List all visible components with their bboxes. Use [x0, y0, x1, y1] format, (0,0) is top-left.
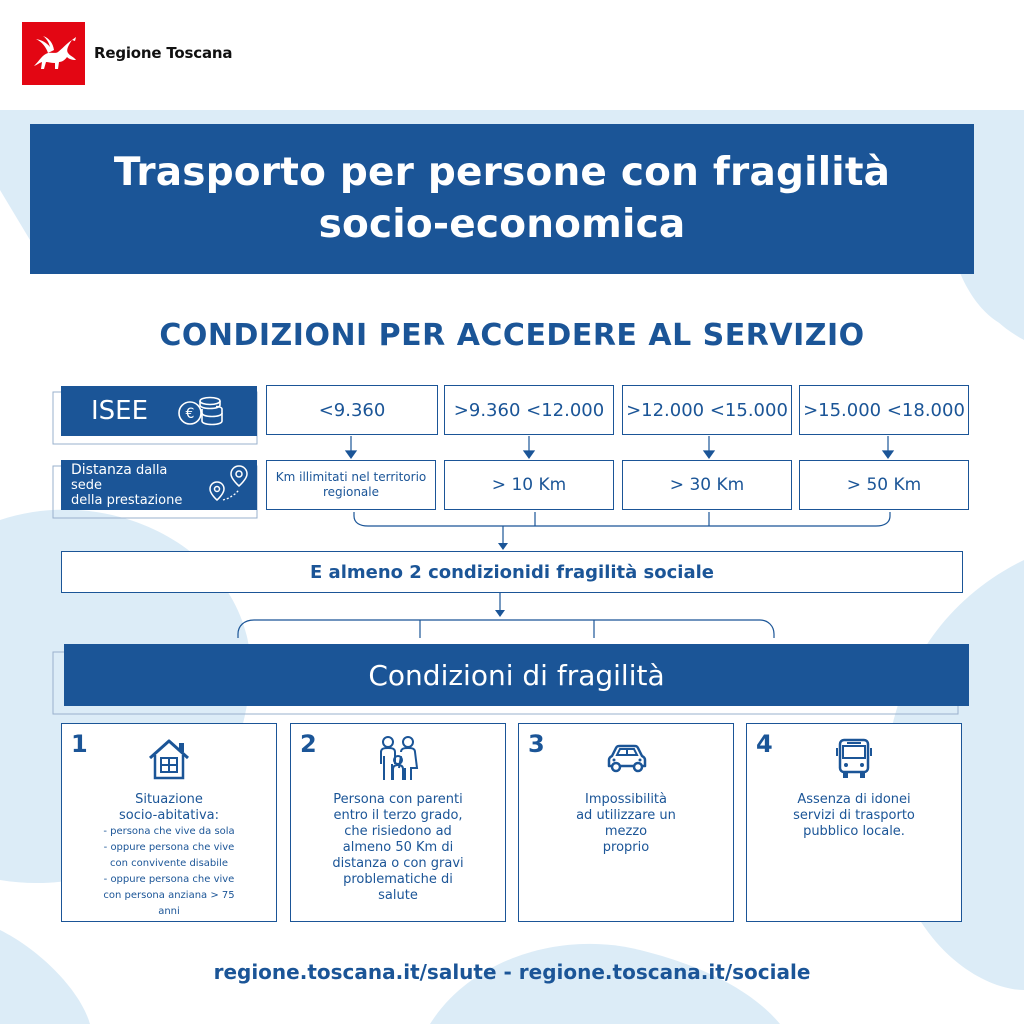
condition-title-line-2: socio-abitativa:	[118, 808, 219, 823]
condition-number: 1	[71, 730, 88, 758]
condition-sub-line: - persona che vive da sola	[103, 826, 235, 837]
isee-threshold-1: <9.360	[266, 385, 438, 435]
condition-line: mezzo	[604, 824, 648, 839]
condition-sub-line: con convivente disabile	[110, 858, 228, 869]
condition-sub-line: con persona anziana > 75	[103, 890, 235, 901]
condition-title-line-1: Situazione	[135, 792, 203, 807]
condition-text	[72, 792, 266, 920]
distance-limit-2: > 10 Km	[444, 460, 614, 510]
condition-line: entro il terzo grado,	[333, 808, 463, 823]
house-icon	[144, 734, 194, 784]
isee-threshold-2: >9.360 <12.000	[444, 385, 614, 435]
svg-text:€: €	[185, 406, 195, 422]
condition-card-4	[746, 723, 962, 922]
condition-line: che risiedono ad	[344, 824, 452, 839]
condition-line: almeno 50 Km di	[342, 840, 454, 855]
isee-label	[61, 386, 257, 436]
condition-text	[529, 792, 723, 856]
distance-label-text	[71, 463, 201, 508]
bus-icon	[829, 734, 879, 784]
condition-card-1	[61, 723, 277, 922]
isee-label-text: ISEE	[91, 396, 149, 426]
distance-limit-4: > 50 Km	[799, 460, 969, 510]
organization-name: Regione Toscana	[94, 44, 233, 62]
title-line-2: socio-economica	[318, 202, 686, 247]
family-icon	[373, 734, 423, 784]
condition-sub-line: - oppure persona che vive	[103, 842, 235, 853]
condition-line: Persona con parenti	[333, 792, 463, 807]
pegasus-icon	[22, 22, 85, 85]
condition-line: servizi di trasporto	[793, 808, 915, 823]
isee-threshold-3: >12.000 <15.000	[622, 385, 792, 435]
condition-line: proprio	[602, 840, 650, 855]
distance-label-rest: dalla sede	[71, 462, 168, 493]
footer-links[interactable]: regione.toscana.it/salute - regione.toscana.it/sociale	[213, 960, 811, 984]
condition-card-3	[518, 723, 734, 922]
title-banner	[30, 124, 974, 274]
section-heading: CONDIZIONI PER ACCEDERE AL SERVIZIO	[159, 318, 865, 353]
condition-line: Assenza di idonei	[797, 792, 911, 807]
isee-threshold-4: >15.000 <18.000	[799, 385, 969, 435]
title-line-1: Trasporto per persone con fragilità	[113, 150, 891, 195]
condition-sub-line: anni	[158, 906, 180, 917]
condition-line: pubblico locale.	[803, 824, 905, 839]
distance-limit-3: > 30 Km	[622, 460, 792, 510]
regione-toscana-logo	[22, 22, 85, 85]
distance-label-main: Distanza	[71, 461, 132, 478]
condition-line: ad utilizzare un	[576, 808, 676, 823]
condition-card-2	[290, 723, 506, 922]
condition-text	[301, 792, 495, 904]
euro-coins-icon	[176, 393, 226, 429]
condition-line: Impossibilità	[584, 792, 667, 807]
condition-sub-line: - oppure persona che vive	[103, 874, 235, 885]
condition-number: 3	[528, 730, 545, 758]
distance-label-line2: della prestazione	[71, 492, 183, 508]
condition-text	[757, 792, 951, 840]
condition-number: 2	[300, 730, 317, 758]
condition-number: 4	[756, 730, 773, 758]
map-route-icon	[207, 464, 251, 506]
condition-line: salute	[378, 888, 418, 903]
car-icon	[601, 734, 651, 784]
fragility-heading: Condizioni di fragilità	[64, 644, 969, 706]
distance-limit-1: Km illimitati nel territorio regionale	[266, 460, 436, 510]
distance-label	[61, 460, 257, 510]
requirement-box: E almeno 2 condizionidi fragilità sociale	[61, 551, 963, 593]
condition-line: distanza o con gravi	[332, 856, 464, 871]
condition-line: problematiche di	[343, 872, 453, 887]
